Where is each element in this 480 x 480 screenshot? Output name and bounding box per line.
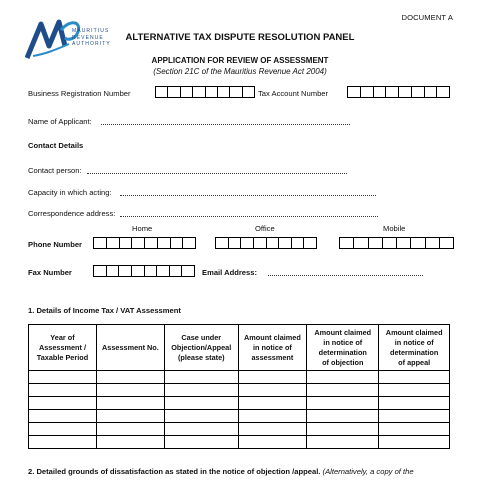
table-header: Amount claimed in notice of determination of appeal [379, 325, 450, 371]
correspondence-field[interactable] [120, 216, 378, 217]
phone-label: Phone Number [28, 240, 83, 249]
fax-boxes[interactable] [93, 265, 195, 277]
brn-boxes[interactable] [155, 86, 255, 98]
phone-home-boxes[interactable] [93, 237, 196, 249]
table-row [29, 423, 450, 436]
capacity-field[interactable] [120, 195, 376, 196]
section1-title: 1. Details of Income Tax / VAT Assessment [28, 306, 181, 315]
contact-heading: Contact Details [28, 141, 84, 150]
table-row [29, 384, 450, 397]
table-row [29, 410, 450, 423]
logo-line: REVENUE [72, 34, 104, 41]
table-header: Amount claimed in notice of determination of objection [307, 325, 379, 371]
correspondence-label: Correspondence address: [28, 209, 116, 218]
email-label: Email Address: [202, 268, 258, 277]
phone-mobile-label: Mobile [383, 224, 406, 233]
document-reference: DOCUMENT A [401, 13, 453, 22]
phone-office-label: Office [255, 224, 275, 233]
brn-label: Business Registration Number [28, 89, 131, 98]
table-row [29, 371, 450, 384]
phone-office-boxes[interactable] [215, 237, 317, 249]
table-row [29, 436, 450, 449]
applicant-field[interactable] [101, 124, 350, 125]
phone-mobile-boxes[interactable] [339, 237, 454, 249]
table-header: Case under Objection/Appeal (please state) [164, 325, 238, 371]
application-title: APPLICATION FOR REVIEW OF ASSESSMENT [151, 56, 329, 65]
email-field[interactable] [268, 275, 423, 276]
contact-person-label: Contact person: [28, 166, 82, 175]
application-subtitle: (Section 21C of the Mauritius Revenue Act 2004) [153, 67, 327, 76]
applicant-label: Name of Applicant: [28, 117, 92, 126]
logo-line: MAURITIUS [72, 28, 110, 34]
capacity-label: Capacity in which acting: [28, 188, 112, 197]
assessment-table [28, 324, 450, 449]
section2-note: (Alternatively, a copy of the [322, 467, 414, 476]
fax-label: Fax Number [28, 268, 72, 277]
logo-line: AUTHORITY [72, 41, 111, 48]
table-header: Amount claimed in notice of assessment [238, 325, 307, 371]
tan-label: Tax Account Number [258, 89, 329, 98]
panel-title: ALTERNATIVE TAX DISPUTE RESOLUTION PANEL [125, 32, 355, 43]
table-header: Assessment No. [96, 325, 164, 371]
phone-home-label: Home [132, 224, 153, 233]
section2-heading: 2. Detailed grounds of dissatisfaction as stated in the notice of objection /appeal. [28, 467, 321, 476]
contact-person-field[interactable] [87, 173, 347, 174]
section2-title [28, 467, 452, 476]
table-header: Year of Assessment / Taxable Period [29, 325, 97, 371]
table-row [29, 397, 450, 410]
tan-boxes[interactable] [347, 86, 450, 98]
